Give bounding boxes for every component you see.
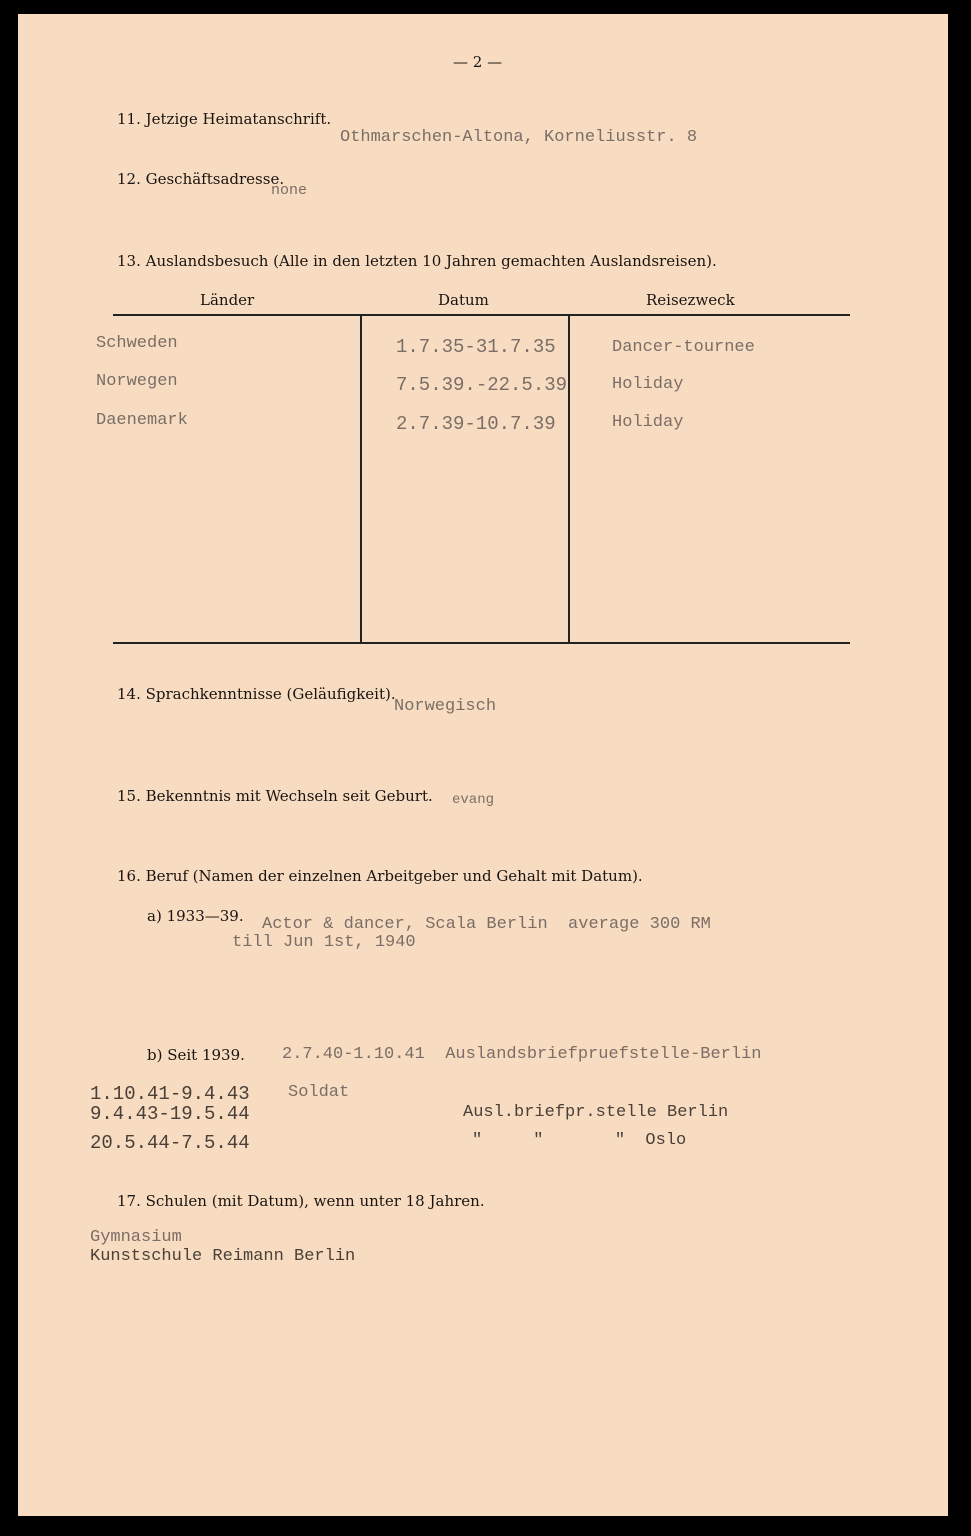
table-cell: Dancer-tournee — [612, 338, 755, 357]
table-top-rule — [113, 314, 850, 316]
q17-line2: Kunstschule Reimann Berlin — [90, 1247, 356, 1266]
table-cell: Schweden — [96, 334, 178, 353]
table-cell: Daenemark — [96, 411, 188, 430]
header-reisezweck: Reisezweck — [646, 291, 735, 309]
q16a-line2: till Jun 1st, 1940 — [232, 933, 416, 952]
table-cell: Holiday — [612, 375, 684, 394]
q12-label: 12. Geschäftsadresse. — [117, 170, 285, 188]
q15-answer: evang — [452, 792, 495, 808]
entry-place: " " " Oslo — [472, 1131, 687, 1150]
document-page — [18, 14, 948, 1516]
q12-answer: none — [271, 182, 308, 199]
q14-label: 14. Sprachkenntnisse (Geläufigkeit). — [117, 685, 396, 703]
q16a-line1: Actor & dancer, Scala Berlin average 300 RM — [262, 915, 711, 934]
q11-label: 11. Jetzige Heimatanschrift. — [117, 110, 332, 128]
entry-date: 9.4.43-19.5.44 — [90, 1103, 250, 1125]
q13-label: 13. Auslandsbesuch (Alle in den letzten 10 Jahren gemachten Auslandsreisen). — [117, 252, 717, 270]
q14-answer: Norwegisch — [394, 697, 497, 716]
table-cell: Norwegen — [96, 372, 178, 391]
q16b-line1: 2.7.40-1.10.41 Auslandsbriefpruefstelle-Berlin — [282, 1045, 762, 1064]
entry-place: Soldat — [288, 1083, 350, 1102]
table-divider — [360, 316, 362, 642]
q17-label: 17. Schulen (mit Datum), wenn unter 18 Jahren. — [117, 1192, 485, 1210]
table-bottom-rule — [113, 642, 850, 644]
entry-place: Ausl.briefpr.stelle Berlin — [463, 1103, 729, 1122]
entry-date: 20.5.44-7.5.44 — [90, 1132, 250, 1154]
q16b-label: b) Seit 1939. — [147, 1046, 245, 1064]
q15-label: 15. Bekenntnis mit Wechseln seit Geburt. — [117, 787, 433, 805]
q16a-label: a) 1933—39. — [147, 907, 244, 925]
table-cell: 7.5.39.-22.5.39 — [396, 374, 568, 396]
q17-line1: Gymnasium — [90, 1228, 182, 1247]
table-cell: 2.7.39-10.7.39 — [396, 413, 556, 435]
entry-date: 1.10.41-9.4.43 — [90, 1083, 250, 1105]
q16-label: 16. Beruf (Namen der einzelnen Arbeitgeber und Gehalt mit Datum). — [117, 867, 643, 885]
page-number: — 2 — — [453, 53, 503, 71]
table-cell: Holiday — [612, 413, 684, 432]
q11-answer: Othmarschen-Altona, Korneliusstr. 8 — [340, 128, 698, 147]
table-cell: 1.7.35-31.7.35 — [396, 336, 556, 358]
table-divider — [568, 316, 570, 642]
header-datum: Datum — [438, 291, 489, 309]
header-laender: Länder — [200, 291, 255, 309]
